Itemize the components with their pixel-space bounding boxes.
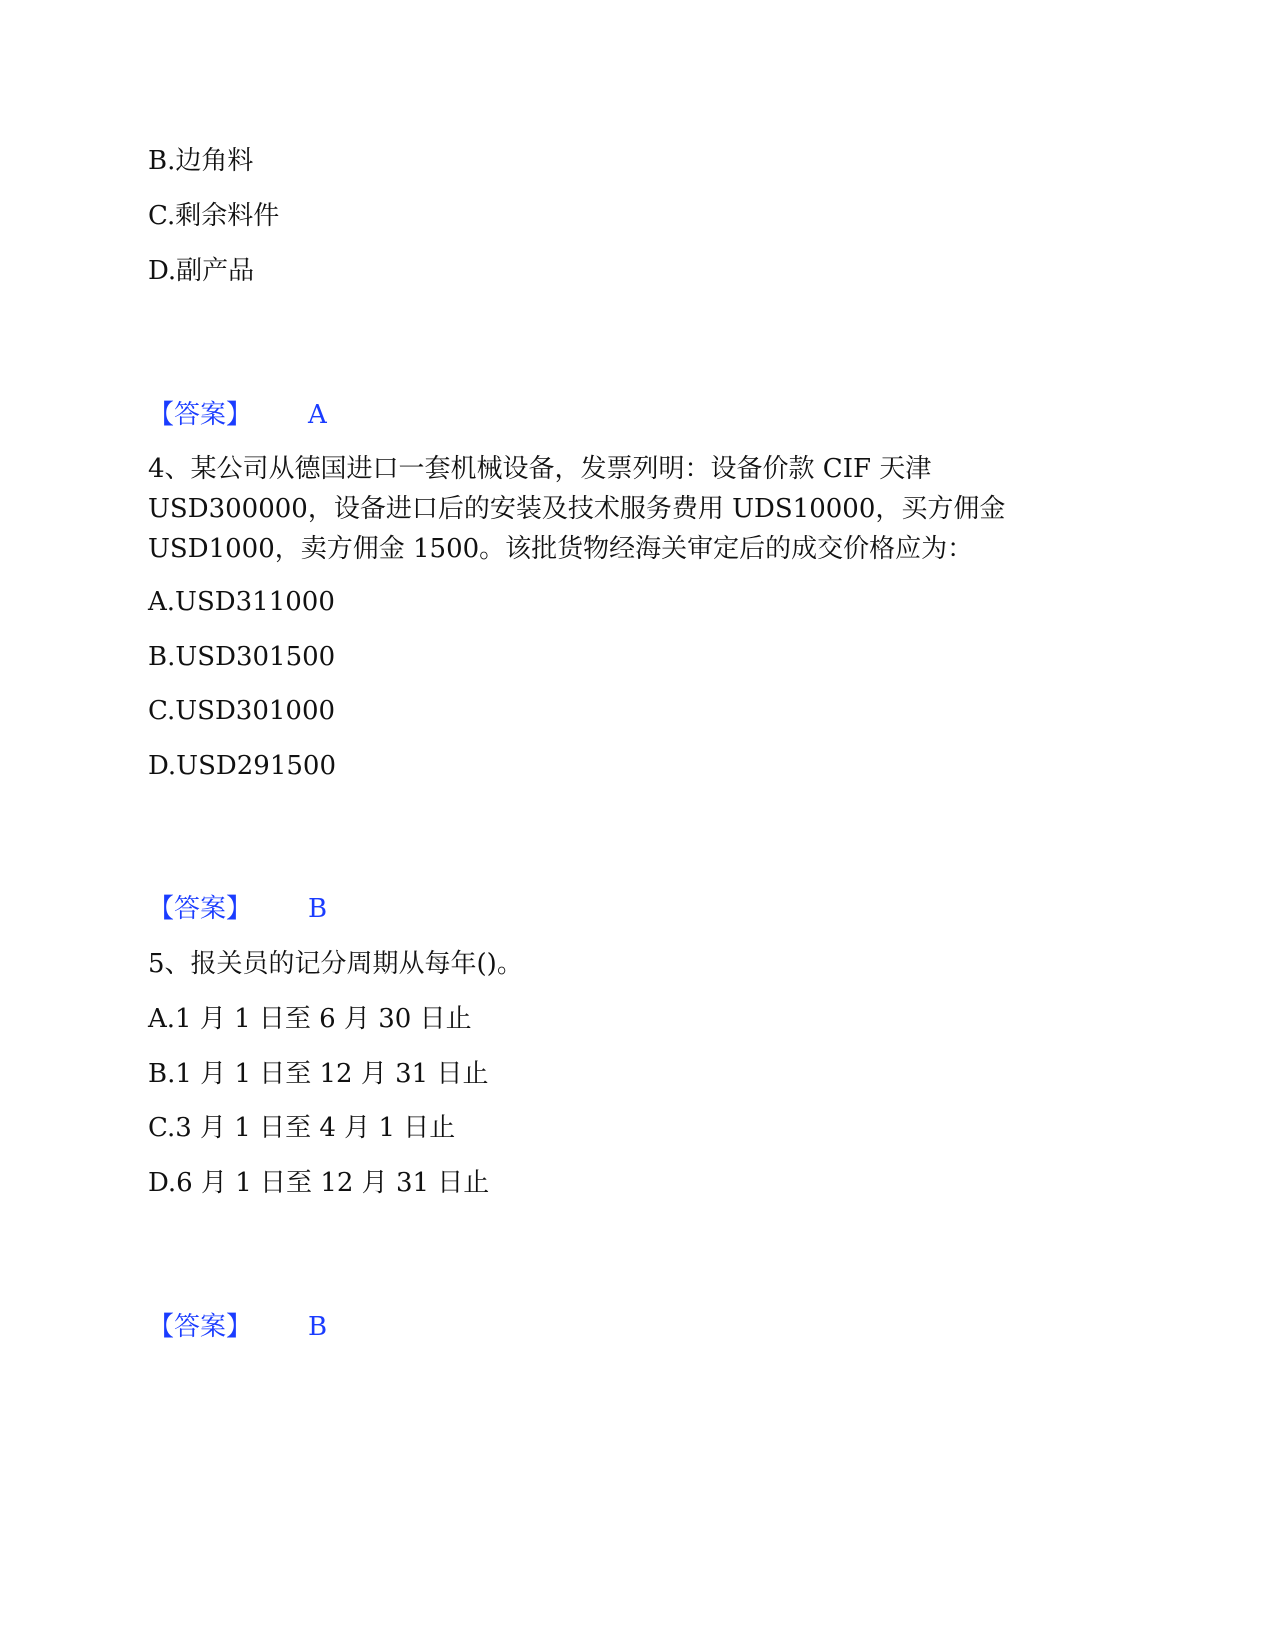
q5-option-a: A.1 月 1 日至 6 月 30 日止 xyxy=(148,1004,472,1034)
q4-option-b: B.USD301500 xyxy=(148,642,336,672)
answer-label: 【答案】 xyxy=(148,894,253,924)
q3-option-c: C.剩余料件 xyxy=(148,201,280,231)
q4-option-a: A.USD311000 xyxy=(148,587,335,617)
answer-value: B xyxy=(308,894,328,924)
q5-answer xyxy=(148,1312,328,1342)
q3-answer xyxy=(148,400,327,430)
answer-label: 【答案】 xyxy=(148,400,253,430)
q5-option-d: D.6 月 1 日至 12 月 31 日止 xyxy=(148,1168,490,1198)
answer-value: A xyxy=(308,400,327,430)
q3-option-b: B.边角料 xyxy=(148,146,254,176)
q4-option-d: D.USD291500 xyxy=(148,751,337,781)
answer-label: 【答案】 xyxy=(148,1312,253,1342)
q4-stem-line-3: USD1000，卖方佣金 1500。该批货物经海关审定后的成交价格应为： xyxy=(148,534,974,564)
q4-stem-line-1: 4、某公司从德国进口一套机械设备，发票列明：设备价款 CIF 天津 xyxy=(148,454,932,484)
q5-option-b: B.1 月 1 日至 12 月 31 日止 xyxy=(148,1059,489,1089)
answer-value: B xyxy=(308,1312,328,1342)
q4-answer xyxy=(148,894,328,924)
q5-option-c: C.3 月 1 日至 4 月 1 日止 xyxy=(148,1113,456,1143)
q4-option-c: C.USD301000 xyxy=(148,696,336,726)
q4-stem-line-2: USD300000，设备进口后的安装及技术服务费用 UDS10000，买方佣金 xyxy=(148,494,1006,524)
q5-stem: 5、报关员的记分周期从每年()。 xyxy=(148,949,523,979)
q3-option-d: D.副产品 xyxy=(148,256,255,286)
